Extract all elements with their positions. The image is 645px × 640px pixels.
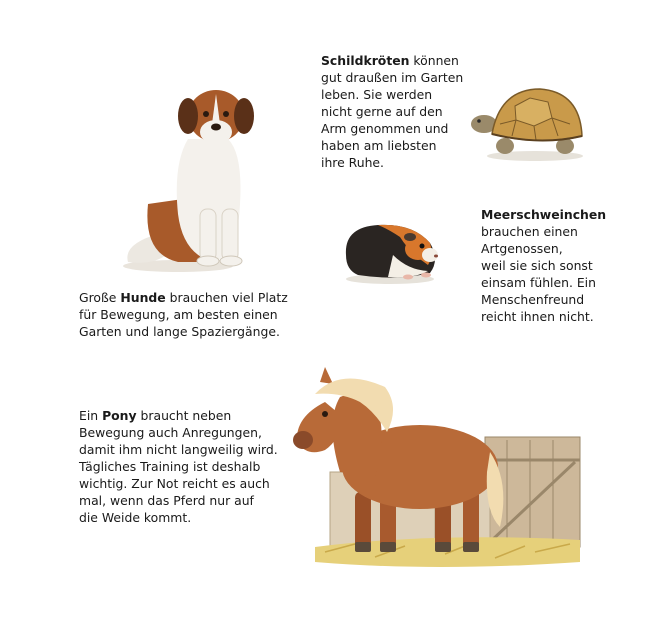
guinea-line-1 <box>481 206 606 223</box>
pony-line-3: damit ihm nicht langweilig wird. <box>79 442 278 457</box>
turtle-line-3: leben. Sie werden <box>321 87 433 102</box>
pony-line-2: Bewegung auch Anregungen, <box>79 425 262 440</box>
guinea-line-5: einsam fühlen. Ein <box>481 275 596 290</box>
turtle-illustration <box>470 84 590 164</box>
guinea-line-3: Artgenossen, <box>481 241 563 256</box>
dog-line-2: für Bewegung, am besten einen <box>79 307 278 322</box>
dog-keyword: Hunde <box>120 290 166 305</box>
guinea-pig-illustration <box>338 215 443 285</box>
guinea-pig-paragraph <box>481 206 606 325</box>
guinea-line-4: weil sie sich sonst <box>481 258 593 273</box>
guinea-keyword: Meerschweinchen <box>481 207 607 222</box>
turtle-line-1: Schildkröten können <box>321 53 459 68</box>
pony-line-5: wichtig. Zur Not reicht es auch <box>79 476 270 491</box>
guinea-line-2: brauchen einen <box>481 224 578 239</box>
pony-keyword: Pony <box>102 408 137 423</box>
turtle-line-6: haben am liebsten <box>321 138 437 153</box>
dog-paragraph <box>79 289 288 340</box>
pony-line-1: Ein Pony braucht neben <box>79 408 232 423</box>
turtle-line-2: gut draußen im Garten <box>321 70 464 85</box>
pony-line-6: mal, wenn das Pferd nur auf <box>79 493 254 508</box>
turtle-keyword: Schildkröten <box>321 53 410 68</box>
turtle-paragraph <box>321 52 463 171</box>
pony-illustration <box>285 362 585 572</box>
guinea-line-6: Menschenfreund <box>481 292 585 307</box>
turtle-line-7: ihre Ruhe. <box>321 155 384 170</box>
pony-line-7: die Weide kommt. <box>79 510 192 525</box>
guinea-line-7: reicht ihnen nicht. <box>481 309 594 324</box>
turtle-line-4: nicht gerne auf den <box>321 104 443 119</box>
dog-line-3: Garten und lange Spaziergänge. <box>79 324 280 339</box>
dog-illustration <box>118 84 268 274</box>
turtle-line-5: Arm genommen und <box>321 121 449 136</box>
dog-line-1: Große Hunde brauchen viel Platz <box>79 290 288 305</box>
pony-line-4: Tägliches Training ist deshalb <box>79 459 261 474</box>
pony-paragraph <box>79 407 278 526</box>
